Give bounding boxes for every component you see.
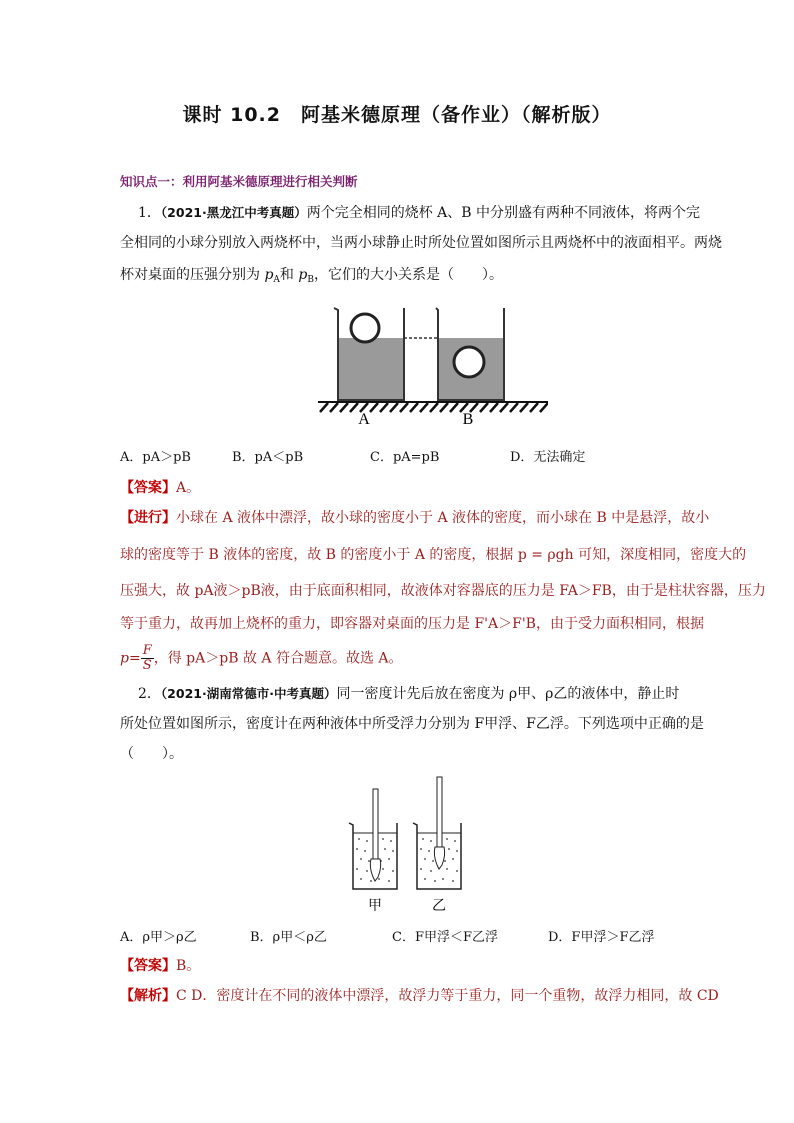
q2-text-1: 同一密度计先后放在密度为 ρ甲、ρ乙的液体中，静止时 [336, 686, 680, 702]
q1-text-3b: 和 [279, 267, 299, 283]
q2-hydrometer-figure [345, 775, 465, 915]
q2-answer-value: B。 [176, 958, 201, 974]
q1-pa-sub: A [273, 275, 280, 285]
q2-option-d[interactable]: D．F甲浮＞F乙浮 [548, 930, 655, 945]
q1-analysis-line-3: 压强大，故 pA液＞pB液，由于底面积相同，故液体对容器底的压力是 FA＞FB，由于是柱状容器，压力 [120, 583, 766, 599]
q2-analysis-text-1: C D．密度计在不同的液体中漂浮，故浮力等于重力，同一个重物，故浮力相同，故 CD [176, 988, 719, 1004]
beaker-jia [349, 789, 397, 889]
q1-text-3a: 杯对桌面的压强分别为 [120, 267, 265, 283]
q1-answer-tag: 【答案】 [120, 480, 176, 496]
q1-analysis-line-5 [120, 644, 403, 673]
q1-analysis-line-2: 球的密度等于 B 液体的密度，故 B 的密度小于 A 的密度，根据 p = ρgh 可知，深度相同，密度大的 [120, 547, 747, 563]
q1-answer [120, 478, 200, 498]
q2-line-1 [138, 684, 679, 704]
q1-option-d[interactable]: D．无法确定 [510, 450, 586, 465]
q2-number: 2． [138, 686, 161, 702]
q1-formula-fraction [141, 644, 154, 673]
q1-analysis-line-4: 等于重力，故再加上烧杯的重力，即容器对桌面的压力是 F'A＞F'B，由于受力面积相同，根据 [120, 616, 704, 632]
q1-pb-sub: B [307, 275, 314, 285]
q2-fig-label-yi: 乙 [432, 898, 446, 914]
q1-line-1 [138, 203, 700, 223]
q1-option-c[interactable]: C．pA=pB [370, 450, 440, 465]
q1-line-3 [120, 265, 503, 290]
q2-option-b[interactable]: B．ρ甲＜ρ乙 [250, 930, 327, 945]
q1-text-1: 两个完全相同的烧杯 A、B 中分别盛有两种不同液体，将两个完 [306, 205, 701, 221]
q1-text-3c: ，它们的大小关系是（ ）。 [313, 267, 503, 283]
q1-option-a[interactable]: A．pA＞pB [120, 450, 191, 465]
q1-formula-numerator: F [142, 643, 152, 658]
q2-option-a[interactable]: A．ρ甲＞ρ乙 [120, 930, 197, 945]
q1-analysis-text-1: 小球在 A 液体中漂浮，故小球的密度小于 A 液体的密度，而小球在 B 中是悬浮，故小 [176, 510, 710, 526]
q1-fig-label-b: B [462, 411, 474, 428]
beaker-yi [413, 777, 461, 889]
q1-pb: p [298, 267, 308, 283]
q2-source: （2021·湖南常德市·中考真题） [160, 686, 337, 701]
q2-option-c[interactable]: C．F甲浮＜F乙浮 [392, 930, 498, 945]
q1-beaker-figure [318, 300, 548, 430]
q1-answer-value: A。 [176, 480, 201, 496]
page-title: 课时 10.2 阿基米德原理（备作业）（解析版） [182, 104, 612, 126]
q2-analysis-line-1 [120, 986, 719, 1006]
q2-answer [120, 956, 200, 976]
q1-number: 1． [138, 205, 161, 221]
q2-fig-label-jia: 甲 [368, 898, 382, 914]
q1-line-2: 全相同的小球分别放入两烧杯中，当两小球静止时所处位置如图所示且两烧杯中的液面相平。两烧 [120, 235, 722, 251]
q2-answer-tag: 【答案】 [120, 958, 176, 974]
q2-analysis-tag: 【解析】 [120, 988, 176, 1004]
q2-line-2: 所处位置如图所示，密度计在两种液体中所受浮力分别为 F甲浮、F乙浮。下列选项中正确的是 [120, 716, 704, 732]
q1-analysis-text-5: ，得 pA＞pB 故 A 符合题意。故选 A。 [153, 650, 403, 667]
q1-analysis-tag: 【进行】 [120, 510, 176, 526]
q1-fig-label-a: A [358, 411, 370, 428]
q1-formula-denominator: S [142, 658, 152, 673]
q1-analysis-line-1 [120, 508, 709, 528]
q1-option-b[interactable]: B．pA＜pB [232, 450, 304, 465]
q1-formula-p: p= [120, 650, 141, 667]
q2-line-3: （ ）。 [120, 746, 183, 762]
q1-pa: p [264, 267, 274, 283]
q1-source: （2021·黑龙江中考真题） [160, 205, 307, 220]
knowledge-point-heading: 知识点一：利用阿基米德原理进行相关判断 [120, 174, 358, 189]
